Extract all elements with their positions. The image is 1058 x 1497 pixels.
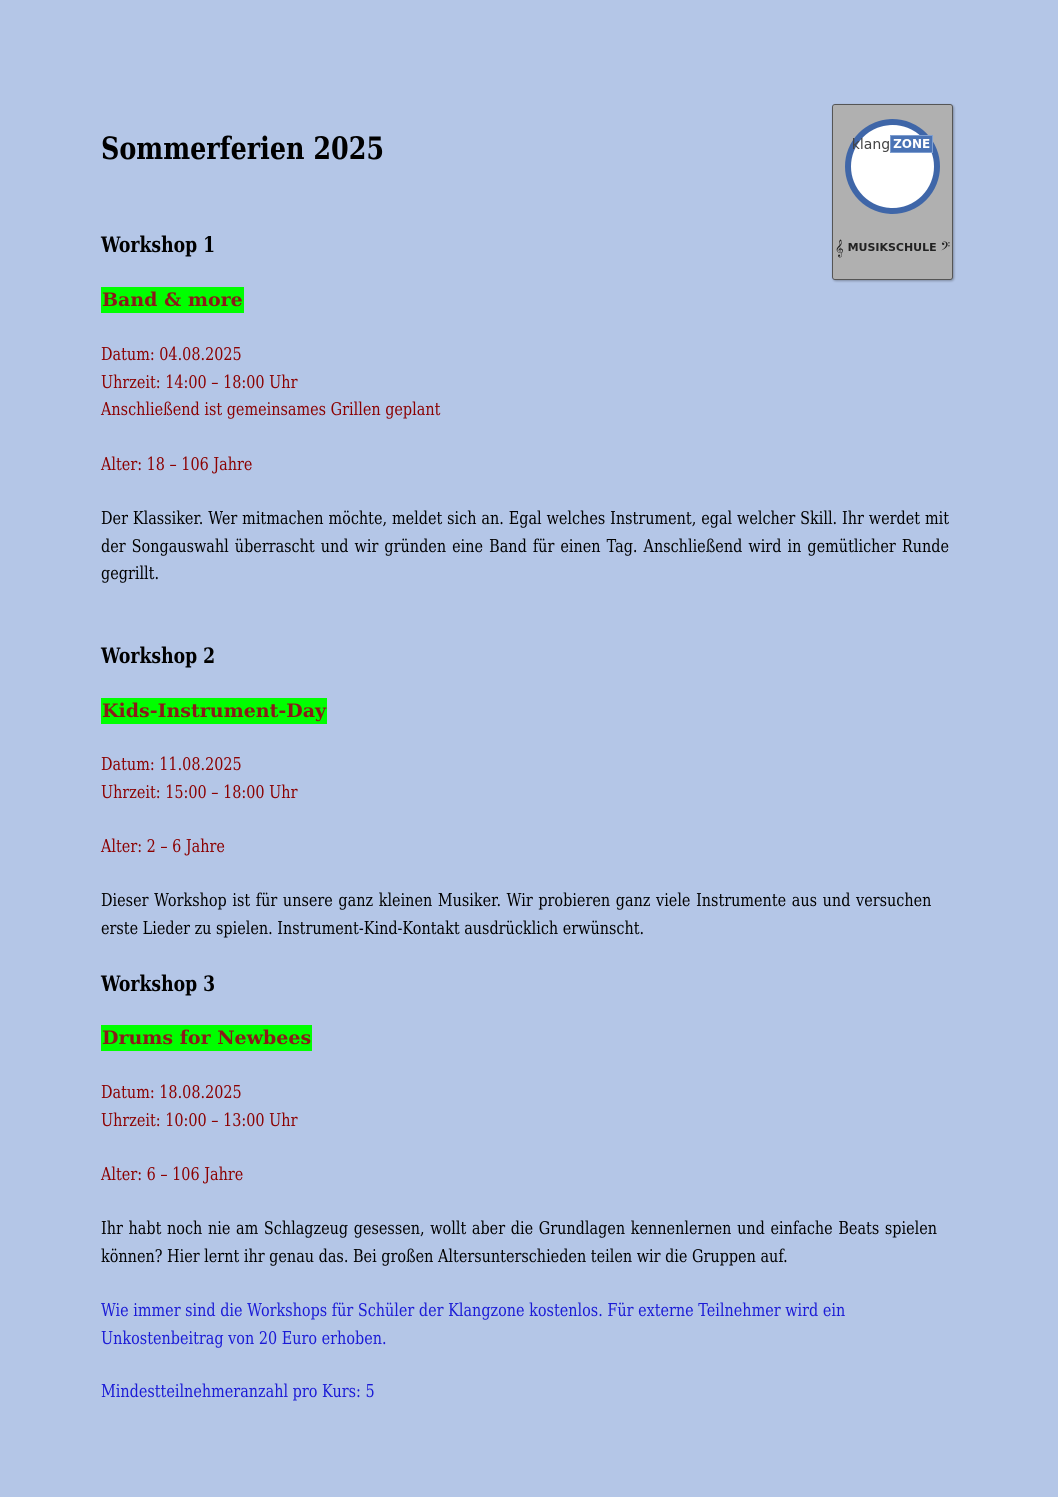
workshop-2-age-block xyxy=(101,833,949,861)
workshop-2-heading-block xyxy=(101,643,949,668)
workshop-extra-info: Anschließend ist gemeinsames Grillen geplant xyxy=(101,399,441,420)
workshop-1-heading-block xyxy=(101,232,949,257)
workshop-time: Uhrzeit: 10:00 – 13:00 Uhr xyxy=(101,1109,298,1131)
footer-pricing-note: Wie immer sind die Workshops für Schüler der Klangzone kostenlos. Für externe Teilnehmer wird ein Unkostenbeitrag von 20 Euro erhoben. xyxy=(101,1300,846,1349)
workshop-description: Dieser Workshop ist für unsere ganz kleinen Musiker. Wir probieren ganz viele Instrumente aus und versuchen erste Lieder zu spielen. Instrument-Kind-Kontakt ausdrücklich erwünscht. xyxy=(101,890,932,939)
workshop-name-highlight: Band & more xyxy=(102,289,243,311)
workshop-date: Datum: 18.08.2025 xyxy=(101,1082,242,1103)
workshop-date: Datum: 11.08.2025 xyxy=(101,754,242,775)
workshop-name-highlight: Kids-Instrument-Day xyxy=(102,700,327,722)
workshop-1-name-block xyxy=(101,287,949,313)
workshop-1-description-block xyxy=(101,505,949,588)
footer-min-participants: Mindestteilnehmeranzahl pro Kurs: 5 xyxy=(101,1381,375,1402)
logo-brand xyxy=(833,135,952,153)
workshop-2-description-block xyxy=(101,887,931,942)
logo-brand-klang: klang xyxy=(851,137,891,153)
workshop-heading: Workshop 3 xyxy=(101,971,216,996)
page-title: Sommerferien 2025 xyxy=(101,131,385,167)
workshop-description: Ihr habt noch nie am Schlagzeug gesessen, wollt aber die Grundlagen kennenlernen und einfache Beats spielen können? Hier lernt ihr genau das. Bei großen Altersunterschieden teilen wir die Gruppen auf. xyxy=(101,1218,937,1267)
workshop-description: Der Klassiker. Wer mitmachen möchte, meldet sich an. Egal welches Instrument, egal welcher Skill. Ihr werdet mit der Songauswahl überrascht und wir gründen eine Band für einen Tag. Anschließend wird in gemütlicher Runde gegrillt. xyxy=(101,508,949,584)
workshop-date: Datum: 04.08.2025 xyxy=(101,344,242,365)
treble-clef-icon: 𝄞 xyxy=(834,239,844,257)
logo-subtitle: MUSIKSCHULE xyxy=(847,241,937,254)
workshop-heading: Workshop 2 xyxy=(101,643,216,668)
workshop-3-details xyxy=(101,1079,949,1134)
workshop-age: Alter: 2 – 6 Jahre xyxy=(101,836,225,857)
workshop-age: Alter: 6 – 106 Jahre xyxy=(101,1164,244,1185)
logo-ring xyxy=(845,119,940,214)
workshop-1-age-block xyxy=(101,451,949,479)
workshop-3-heading-block xyxy=(101,971,949,996)
workshop-heading: Workshop 1 xyxy=(101,232,216,257)
workshop-name-highlight: Drums for Newbees xyxy=(102,1027,312,1049)
workshop-time: Uhrzeit: 15:00 – 18:00 Uhr xyxy=(101,781,298,803)
logo-brand-zone: ZONE xyxy=(890,135,933,153)
footer-note-block xyxy=(101,1297,861,1352)
workshop-time: Uhrzeit: 14:00 – 18:00 Uhr xyxy=(101,371,298,393)
bass-clef-icon: 𝄢 xyxy=(940,239,951,257)
workshop-1-details xyxy=(101,341,949,424)
workshop-2-name-block xyxy=(101,698,949,724)
workshop-3-age-block xyxy=(101,1161,949,1189)
footer-min-block xyxy=(101,1378,949,1406)
workshop-3-description-block xyxy=(101,1215,937,1270)
workshop-3-name-block xyxy=(101,1025,949,1051)
workshop-2-details xyxy=(101,751,949,806)
workshop-age: Alter: 18 – 106 Jahre xyxy=(101,454,253,475)
